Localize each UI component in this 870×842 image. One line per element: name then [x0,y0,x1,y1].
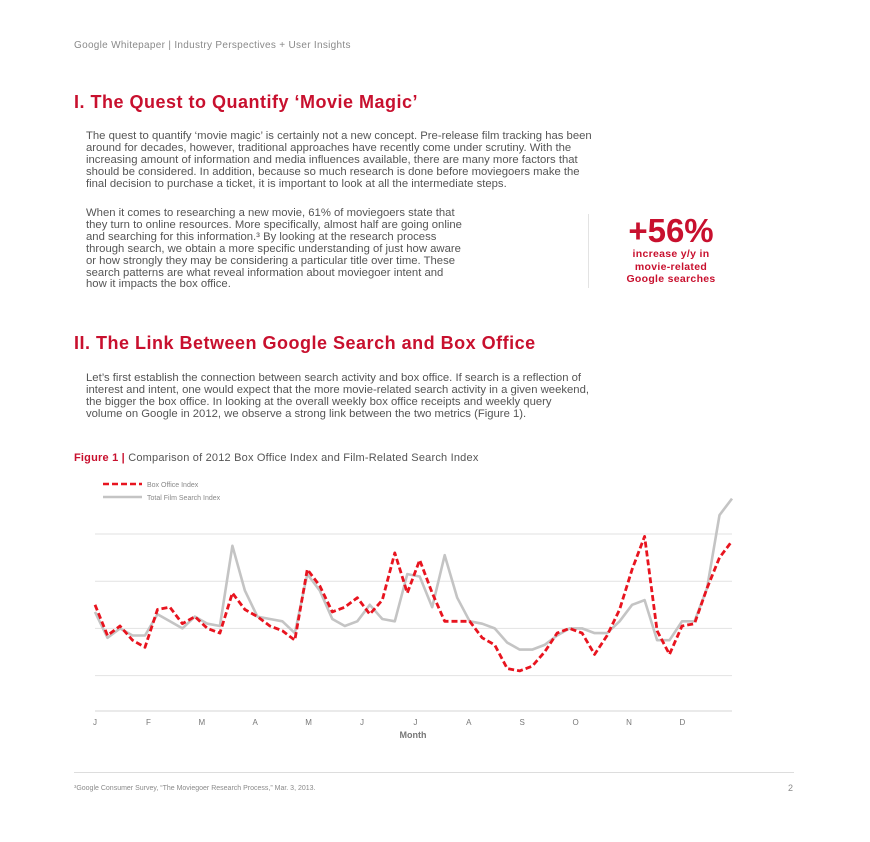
footer-divider [74,772,794,773]
text-line: how it impacts the box office. [86,278,231,291]
text-line: should be considered. In addition, because so much research is done before moviegoers make the [86,165,580,178]
text-line: they turn to online resources. More specifically, almost half are going online [86,218,462,231]
text-line: Let’s first establish the connection between search activity and box office. If search is a reflection of [86,372,582,384]
stat-value: +56% [628,212,714,249]
x-tick-label: S [519,718,525,727]
x-axis-label: Month [399,730,427,740]
x-tick-label: J [360,718,364,727]
legend-label-film-search: Total Film Search Index [147,495,221,502]
figure-label: Figure 1 [74,452,119,464]
text-line: and searching for this information.³ By looking at the research process [86,230,437,243]
x-tick-label: D [679,718,686,727]
text-line: through search, we obtain a more specific understanding of just how aware [86,242,461,255]
text-line: search patterns are what reveal information about moviegoer intent and [86,266,444,279]
chart-series [95,499,732,671]
x-tick-label: M [305,718,312,727]
legend-label-box-office: Box Office Index [147,482,199,489]
text-line: final decision to purchase a ticket, it is important to look at all the intermediate steps. [86,177,507,190]
figure-separator: | [121,452,125,464]
footnote: ³Google Consumer Survey, “The Moviegoer Research Process,” Mar. 3, 2013. [74,785,316,792]
section-2-title: II. The Link Between Google Search and Box Office [74,333,536,353]
page-header: Google Whitepaper | Industry Perspectives + User Insights [74,40,351,51]
x-tick-label: J [413,718,418,727]
text-line: volume on Google in 2012, we observe a strong link between the two metrics (Figure 1). [86,407,527,420]
x-tick-label: O [572,718,579,727]
x-tick-label: J [93,718,97,727]
text-line: increasing amount of information and media influences available, there are many more factors that [86,153,578,166]
x-tick-label: A [252,718,258,727]
stat-line: movie-related [634,260,708,273]
x-tick-label: F [145,718,151,727]
x-tick-label: A [466,718,472,727]
text-line: the bigger the box office. In looking at the overall weekly box office receipts and weekly query [86,395,552,408]
x-tick-label: N [626,718,632,727]
chart-legend [103,482,221,502]
chart-x-axis [93,711,732,727]
text-line: or how strongly they may be considering a particular title over time. These [86,254,455,267]
page-number: 2 [788,783,794,793]
figure-caption-text: Comparison of 2012 Box Office Index and Film-Related Search Index [128,452,479,464]
stat-line: Google searches [626,273,716,285]
section-1-title: I. The Quest to Quantify ‘Movie Magic’ [74,92,419,112]
x-tick-label: M [198,718,206,727]
text-line: around for decades, however, traditional approaches have recently come under scrutiny. With the [86,141,572,154]
text-line: The quest to quantify ‘movie magic’ is certainly not a new concept. Pre-release film tracking has been [86,130,592,142]
text-line: When it comes to researching a new movie, 61% of moviegoers state that [86,207,455,219]
stat-line: increase y/y in [632,248,710,260]
text-line: interest and intent, one would expect that the more movie-related search activity in a given weekend, [86,383,589,396]
